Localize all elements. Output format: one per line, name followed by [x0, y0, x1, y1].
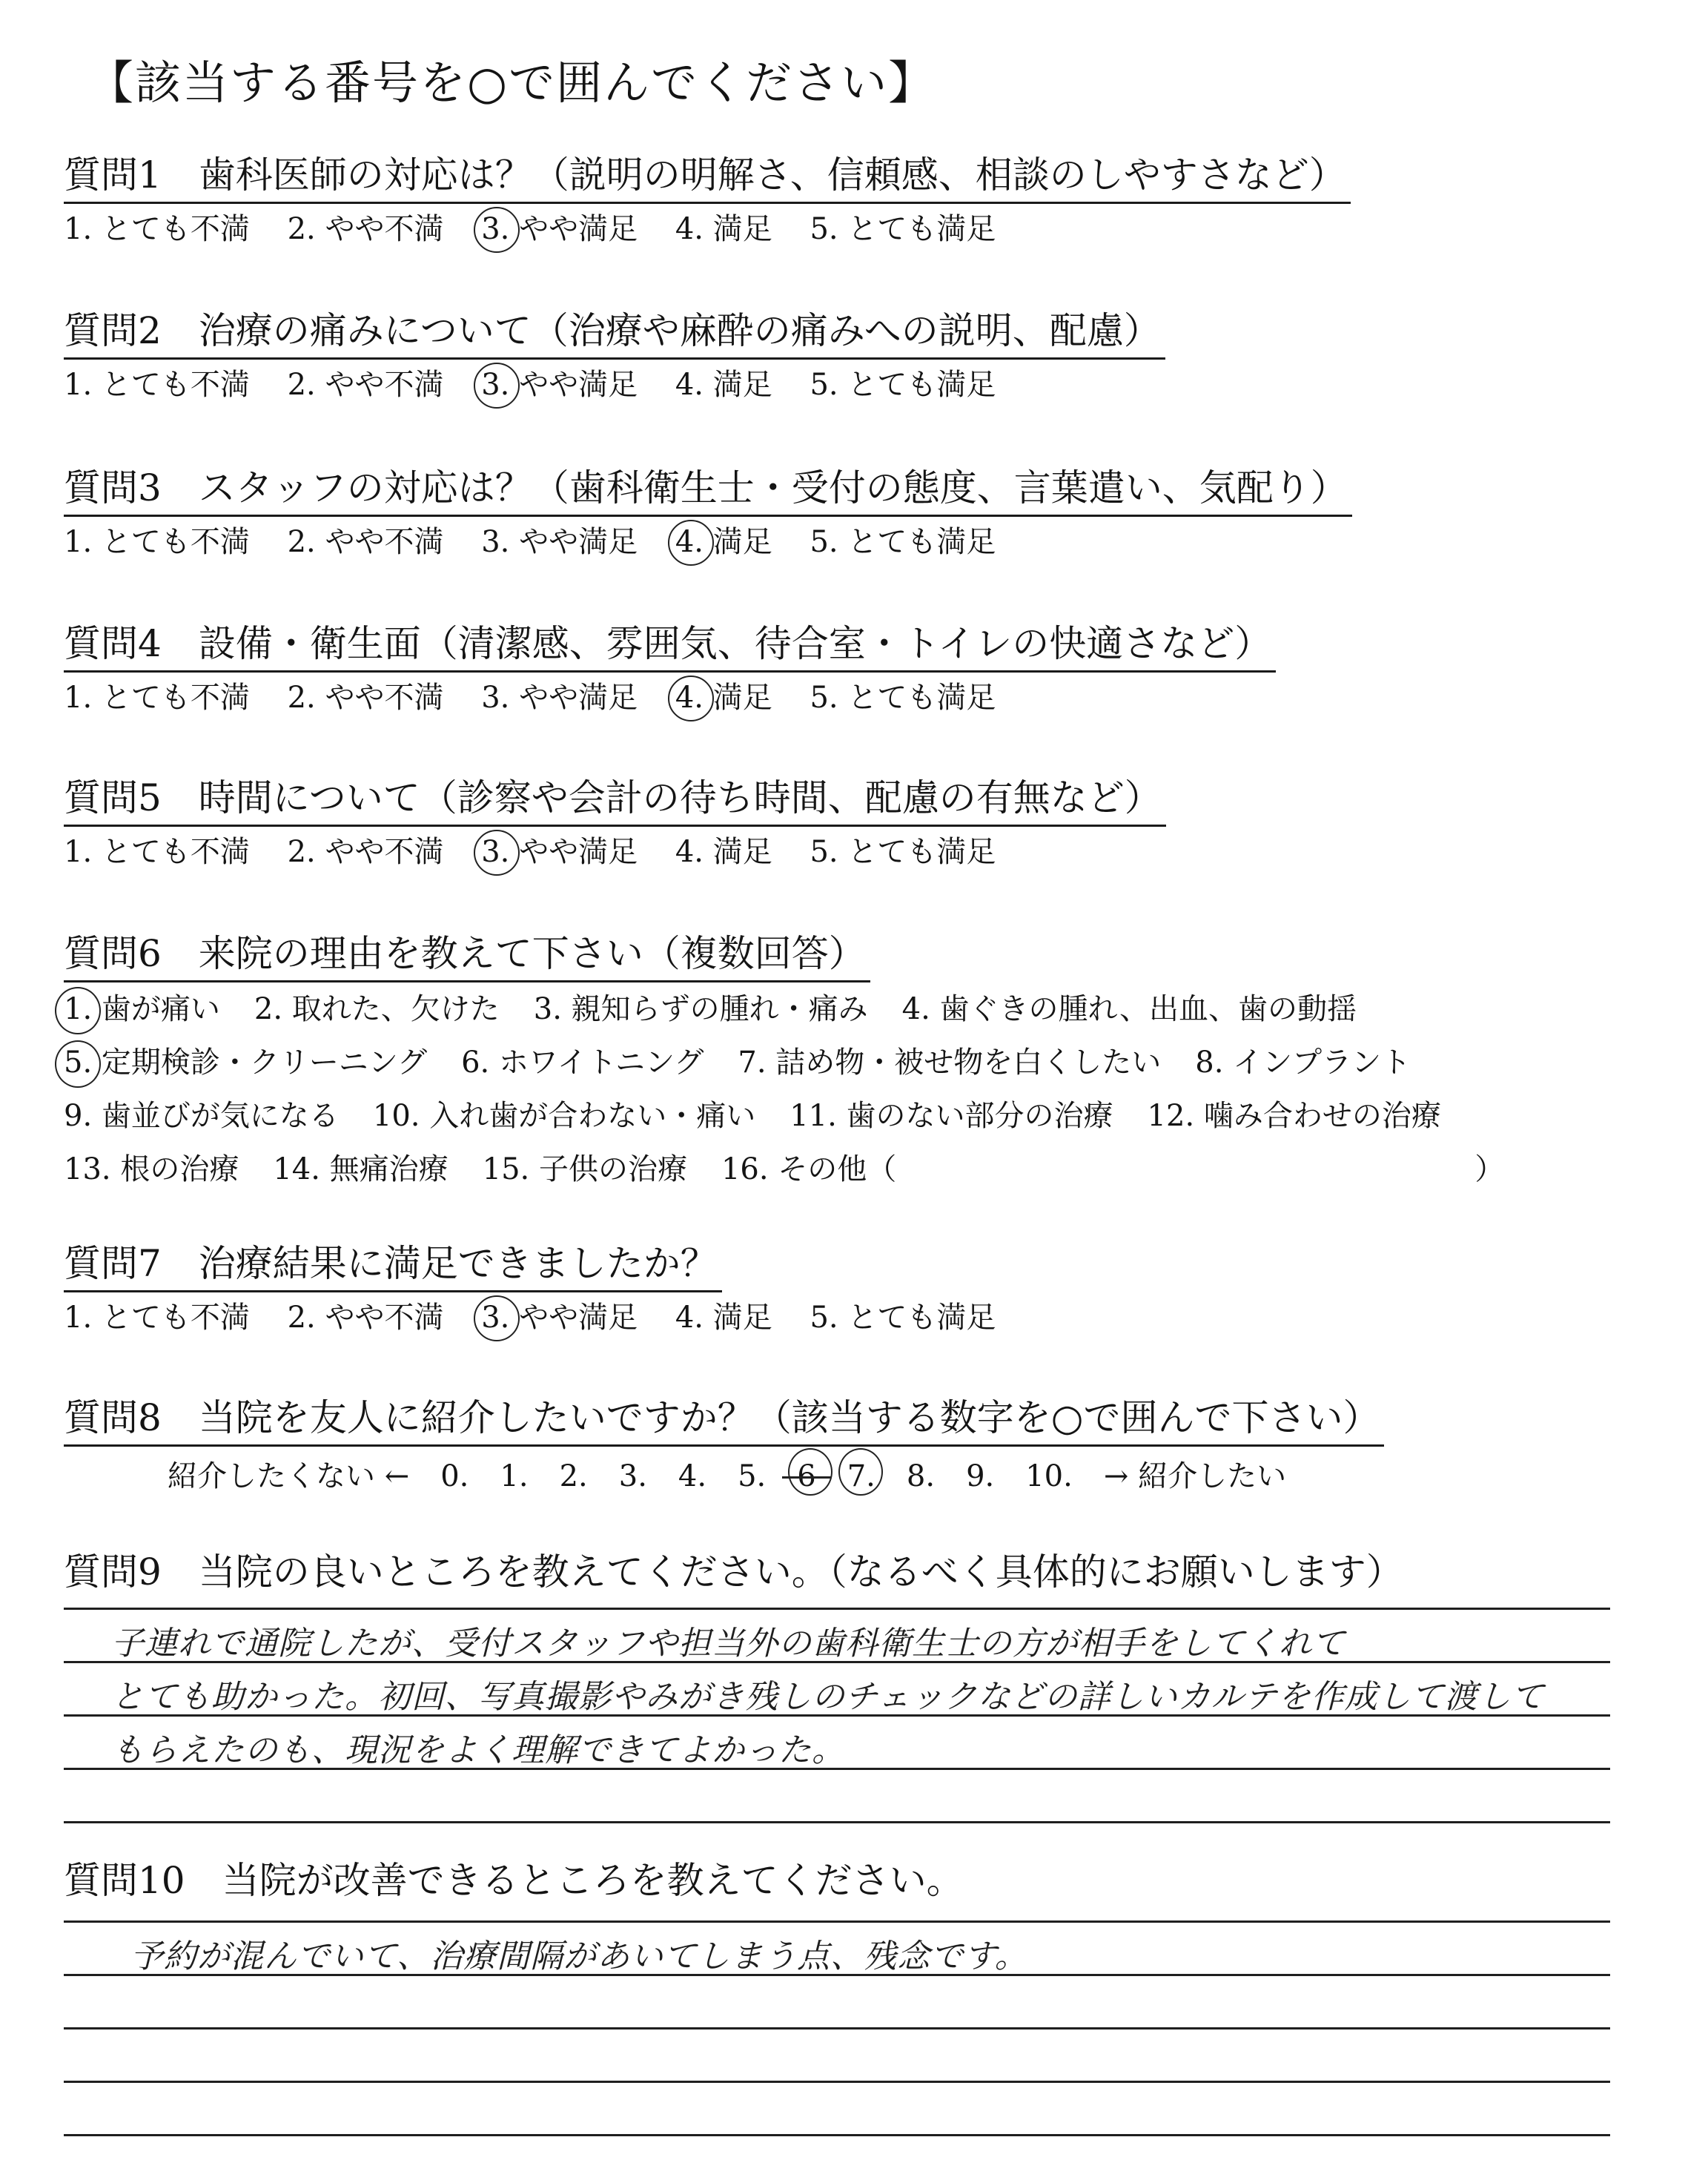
q2-option-3-selected[interactable]: 3. やや満足	[481, 364, 638, 406]
q6-option-5-selected[interactable]: 5. 定期検診・クリーニング	[64, 1036, 427, 1089]
q6-option-6[interactable]: 6. ホワイトニング	[461, 1046, 704, 1080]
question-5-options	[64, 831, 1166, 873]
question-4-options	[64, 677, 1276, 719]
q10-handwritten-line-1: 予約が混んでいて、治療間隔があいてしまう点、残念です。	[130, 1938, 1028, 1975]
question-6-title: 質問6 来院の理由を教えて下さい（複数回答）	[64, 927, 870, 982]
question-1	[64, 148, 1351, 250]
q6-option-11[interactable]: 11. 歯のない部分の治療	[790, 1099, 1113, 1133]
q8-option-7-selected[interactable]: 7.	[847, 1454, 875, 1499]
q8-option-6-struck[interactable]: 6	[797, 1454, 815, 1499]
q4-option-3[interactable]: 3. やや満足	[481, 681, 638, 715]
q10-answer-line-5	[64, 2134, 1610, 2136]
question-10	[64, 1854, 968, 1907]
q8-option-5[interactable]: 5.	[738, 1459, 767, 1493]
q5-option-4[interactable]: 4. 満足	[675, 835, 772, 869]
q8-option-1[interactable]: 1.	[500, 1459, 529, 1493]
q8-scale	[168, 1454, 1384, 1499]
q6-option-14[interactable]: 14. 無痛治療	[273, 1152, 448, 1186]
q6-option-3[interactable]: 3. 親知らずの腫れ・痛み	[533, 992, 868, 1026]
q6-row-2	[64, 1036, 1538, 1089]
q6-option-10[interactable]: 10. 入れ歯が合わない・痛い	[372, 1099, 756, 1133]
q5-option-1[interactable]: 1. とても不満	[64, 835, 250, 869]
q6-option-1-selected[interactable]: 1. 歯が痛い	[64, 982, 220, 1036]
question-3	[64, 461, 1352, 563]
q3-option-4-selected[interactable]: 4. 満足	[675, 521, 772, 563]
q10-answer-line-4	[64, 2081, 1610, 2083]
q6-option-4[interactable]: 4. 歯ぐきの腫れ、出血、歯の動揺	[901, 992, 1357, 1026]
q6-row-3	[64, 1089, 1538, 1143]
q7-option-5[interactable]: 5. とても満足	[810, 1301, 996, 1335]
question-2	[64, 304, 1165, 406]
q3-option-2[interactable]: 2. やや不満	[287, 525, 444, 559]
q3-option-3[interactable]: 3. やや満足	[481, 525, 638, 559]
page-heading: 【該当する番号を○で囲んでください】	[87, 56, 936, 110]
question-2-title: 質問2 治療の痛みについて（治療や麻酔の痛みへの説明、配慮）	[64, 304, 1165, 360]
q3-option-1[interactable]: 1. とても不満	[64, 525, 250, 559]
question-1-options	[64, 208, 1351, 250]
q10-answer-line-1	[64, 1920, 1610, 1923]
q6-option-16-other[interactable]: 16. その他（	[721, 1152, 897, 1186]
q6-row-4	[64, 1143, 1538, 1196]
q2-option-4[interactable]: 4. 満足	[675, 368, 772, 402]
q7-option-4[interactable]: 4. 満足	[675, 1301, 772, 1335]
q5-option-2[interactable]: 2. やや不満	[287, 835, 444, 869]
q4-option-1[interactable]: 1. とても不満	[64, 681, 250, 715]
q8-option-9[interactable]: 9.	[966, 1459, 995, 1493]
q5-option-3-selected[interactable]: 3. やや満足	[481, 831, 638, 873]
question-4-title: 質問4 設備・衛生面（清潔感、雰囲気、待合室・トイレの快適さなど）	[64, 617, 1276, 673]
q6-option-13[interactable]: 13. 根の治療	[64, 1152, 239, 1186]
question-9	[64, 1545, 1408, 1599]
q6-option-2[interactable]: 2. 取れた、欠けた	[254, 992, 500, 1026]
q2-option-2[interactable]: 2. やや不満	[287, 368, 444, 402]
question-8	[64, 1391, 1384, 1499]
q8-option-8[interactable]: 8.	[906, 1459, 936, 1493]
question-7-title: 質問7 治療結果に満足できましたか？	[64, 1237, 722, 1292]
question-2-options	[64, 364, 1165, 406]
q8-option-0[interactable]: 0.	[440, 1459, 469, 1493]
question-9-title: 質問9 当院の良いところを教えてください。（なるべく具体的にお願いします）	[64, 1550, 1403, 1593]
q1-option-5[interactable]: 5. とても満足	[810, 212, 996, 246]
q6-row-1	[64, 982, 1538, 1036]
q6-option-8[interactable]: 8. インプラント	[1195, 1046, 1411, 1080]
q9-handwritten-line-3: もらえたのも、現況をよく理解できてよかった。	[111, 1731, 845, 1769]
question-6	[64, 927, 1538, 1196]
question-7-options	[64, 1297, 1024, 1338]
q9-answer-line-1	[64, 1608, 1610, 1610]
q6-other-close-paren: ）	[1474, 1152, 1505, 1186]
question-8-title: 質問8 当院を友人に紹介したいですか？（該当する数字を○で囲んで下さい）	[64, 1391, 1384, 1447]
q2-option-1[interactable]: 1. とても不満	[64, 368, 250, 402]
q2-option-5[interactable]: 5. とても満足	[810, 368, 996, 402]
q8-right-label: → 紹介したい	[1103, 1459, 1287, 1493]
q8-option-10[interactable]: 10.	[1025, 1459, 1073, 1493]
question-10-title: 質問10 当院が改善できるところを教えてください。	[64, 1859, 964, 1902]
q8-option-4[interactable]: 4.	[678, 1459, 707, 1493]
q4-option-4-selected[interactable]: 4. 満足	[675, 677, 772, 719]
q10-answer-line-3	[64, 2027, 1610, 2029]
question-5-title: 質問5 時間について（診察や会計の待ち時間、配慮の有無など）	[64, 771, 1166, 827]
q7-option-3-selected[interactable]: 3. やや満足	[481, 1297, 638, 1338]
q8-option-2[interactable]: 2.	[559, 1459, 588, 1493]
q5-option-5[interactable]: 5. とても満足	[810, 835, 996, 869]
q4-option-5[interactable]: 5. とても満足	[810, 681, 996, 715]
q9-answer-line-5	[64, 1821, 1610, 1823]
question-3-title: 質問3 スタッフの対応は？（歯科衛生士・受付の態度、言葉遣い、気配り）	[64, 461, 1352, 517]
q1-option-3-selected[interactable]: 3. やや満足	[481, 208, 638, 250]
question-4	[64, 617, 1276, 719]
q8-option-3[interactable]: 3.	[618, 1459, 647, 1493]
q4-option-2[interactable]: 2. やや不満	[287, 681, 444, 715]
q8-left-label: 紹介したくない ←	[168, 1459, 410, 1493]
question-1-title: 質問1 歯科医師の対応は？（説明の明解さ、信頼感、相談のしやすさなど）	[64, 148, 1351, 204]
q3-option-5[interactable]: 5. とても満足	[810, 525, 996, 559]
q6-option-12[interactable]: 12. 噛み合わせの治療	[1147, 1099, 1441, 1133]
q1-option-1[interactable]: 1. とても不満	[64, 212, 250, 246]
question-7	[64, 1237, 1024, 1338]
q7-option-1[interactable]: 1. とても不満	[64, 1301, 250, 1335]
q6-option-7[interactable]: 7. 詰め物・被せ物を白くしたい	[738, 1046, 1162, 1080]
q1-option-4[interactable]: 4. 満足	[675, 212, 772, 246]
q6-option-15[interactable]: 15. 子供の治療	[482, 1152, 687, 1186]
q1-option-2[interactable]: 2. やや不満	[287, 212, 444, 246]
q6-option-9[interactable]: 9. 歯並びが気になる	[64, 1099, 339, 1133]
q9-handwritten-line-2: とても助かった。初回、写真撮影やみがき残しのチェックなどの詳しいカルテを作成して渡して	[111, 1678, 1545, 1716]
q7-option-2[interactable]: 2. やや不満	[287, 1301, 444, 1335]
q9-handwritten-line-1: 子連れで通院したが、受付スタッフや担当外の歯科衛生士の方が相手をしてくれて	[111, 1625, 1345, 1662]
question-5	[64, 771, 1166, 873]
question-3-options	[64, 521, 1352, 563]
